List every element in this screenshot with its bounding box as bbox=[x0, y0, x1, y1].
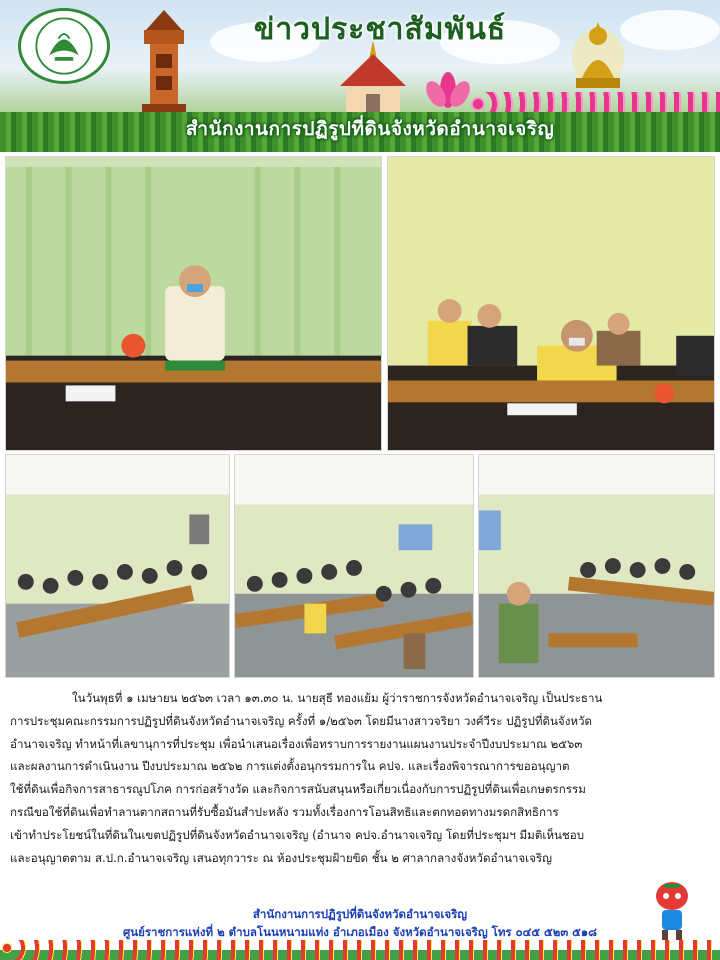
buddha-statue-icon bbox=[560, 18, 636, 96]
article-line: การประชุมคณะกรรมการปฏิรูปที่ดินจังหวัดอำนาจเจริญ ครั้งที่ ๑/๒๕๖๓ โดยมีนางสาวจริยา วงศ์วีระ ปฏิรูปที่ดินจังหวัด bbox=[10, 713, 593, 728]
article-line: ใช้ที่ดินเพื่อกิจการสาธารณูปโภค การก่อสร้างวัด และกิจการสนับสนุนหรือเกี่ยวเนื่องกับการปฏิรูปที่ดินเพื่อเกษตรกรรม bbox=[10, 782, 586, 797]
footer-flower-border bbox=[0, 940, 720, 960]
article-line: ในวันพุธที่ ๑ เมษายน ๒๕๖๓ เวลา ๑๓.๓๐ น. นายสุธี ทองแย้ม ผู้ว่าราชการจังหวัดอำนาจเจริญ เป็นประธาน bbox=[72, 691, 603, 705]
page-title: ข่าวประชาสัมพันธ์ bbox=[253, 12, 507, 47]
footer-organization: สำนักงานการปฏิรูปที่ดินจังหวัดอำนาจเจริญ bbox=[252, 907, 468, 921]
photo-meeting-room-left bbox=[5, 454, 230, 678]
article-line: และผลงานการดำเนินงาน ปีงบประมาณ ๒๕๖๒ การแต่งตั้งอนุกรรมการใน คปจ. และเรื่องพิจารณาการขออนุญาต bbox=[10, 759, 570, 774]
article-line: อำนาจเจริญ ทำหน้าที่เลขานุการที่ประชุม เพื่อนำเสนอเรื่องเพื่อทราบการรายงานแผนงานประจำปีงบประมาณ ๒๕๖๓ bbox=[10, 736, 583, 751]
clock-tower-icon bbox=[128, 10, 200, 120]
article-line: และอนุญาตตาม ส.ป.ก.อำนาจเจริญ เสนอทุกวาระ ณ ห้องประชุมฝ้ายขิด ชั้น ๒ ศาลากลางจังหวัดอำนาจเจริญ bbox=[10, 850, 553, 865]
photo-secretary-at-table bbox=[387, 156, 715, 451]
page-subtitle: สำนักงานการปฏิรูปที่ดินจังหวัดอำนาจเจริญ bbox=[185, 118, 555, 140]
header-banner bbox=[0, 0, 720, 152]
photo-meeting-room-right bbox=[478, 454, 715, 678]
photo-chairman-at-podium bbox=[5, 156, 382, 451]
article-line: กรณีขอใช้ที่ดินเพื่อทำลานตากสถานที่รับซื้อมันสำปะหลัง รวมทั้งเรื่องการโอนสิทธิและตกทอดทางมรดกสิทธิการ bbox=[10, 804, 559, 819]
footer-address: ศูนย์ราชการแห่งที่ ๒ ตำบลโนนหนามแท่ง อำเภอเมือง จังหวัดอำนาจเจริญ โทร ๐๔๕ ๕๒๓ ๕๑๘ bbox=[122, 925, 598, 939]
photo-meeting-room-center bbox=[234, 454, 474, 678]
article-line: เข้าทำประโยชน์ในที่ดินในเขตปฏิรูปที่ดินจังหวัดอำนาจเจริญ (อำนาจ คปจ.อำนาจเจริญ โดยที่ประชุมฯ มีมติเห็นชอบ bbox=[10, 827, 585, 842]
article-body bbox=[10, 687, 710, 869]
mascot-icon bbox=[650, 880, 694, 942]
alro-emblem-icon bbox=[18, 8, 110, 84]
lotus-icon bbox=[418, 64, 478, 114]
